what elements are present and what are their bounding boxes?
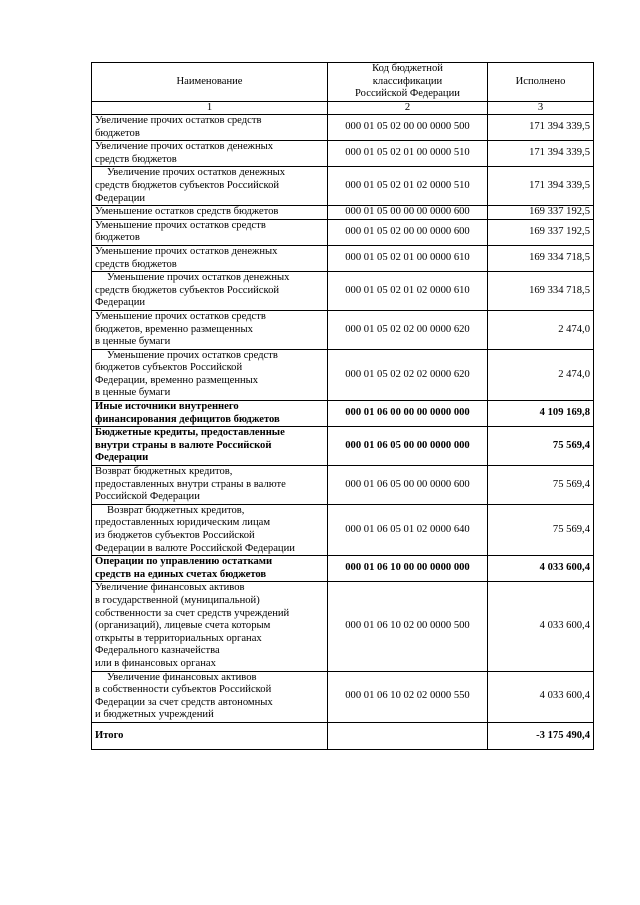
row-value: 171 394 339,5: [488, 115, 594, 141]
table-row: [92, 349, 594, 400]
row-value: 75 569,4: [488, 504, 594, 555]
row-value: 4 033 600,4: [488, 556, 594, 582]
row-value: 171 394 339,5: [488, 141, 594, 167]
column-number-row: [92, 102, 594, 115]
row-value: 169 334 718,5: [488, 272, 594, 311]
table-row: [92, 141, 594, 167]
table-row: [92, 272, 594, 311]
row-code: 000 01 05 02 02 02 0000 620: [328, 349, 488, 400]
total-code: [328, 722, 488, 749]
row-code: 000 01 06 10 02 00 0000 500: [328, 582, 488, 671]
row-value: 2 474,0: [488, 310, 594, 349]
row-name: Возврат бюджетных кредитов, предоставленных юридическим лицам из бюджетов субъектов Российской Федерации в валюте Российской Федерации: [92, 504, 328, 555]
row-name: Уменьшение прочих остатков денежных средств бюджетов субъектов Российской Федерации: [92, 272, 328, 311]
row-name: Уменьшение прочих остатков средств бюджетов, временно размещенных в ценные бумаги: [92, 310, 328, 349]
row-code: 000 01 05 02 01 00 0000 510: [328, 141, 488, 167]
table-row: [92, 115, 594, 141]
row-code: 000 01 05 02 02 00 0000 620: [328, 310, 488, 349]
row-code: 000 01 06 05 01 02 0000 640: [328, 504, 488, 555]
table-row: [92, 582, 594, 671]
row-name: Иные источники внутреннего финансирования дефицитов бюджетов: [92, 401, 328, 427]
column-number-2: 2: [328, 102, 488, 115]
row-name: Уменьшение остатков средств бюджетов: [92, 206, 328, 220]
total-value: -3 175 490,4: [488, 722, 594, 749]
row-name: Увеличение прочих остатков денежных средств бюджетов: [92, 141, 328, 167]
table-row-section: [92, 427, 594, 466]
table-row: [92, 466, 594, 505]
row-code: 000 01 05 02 01 02 0000 510: [328, 167, 488, 206]
row-code: 000 01 05 02 01 00 0000 610: [328, 245, 488, 271]
row-name: Операции по управлению остатками средств на единых счетах бюджетов: [92, 556, 328, 582]
table-row: [92, 245, 594, 271]
table-row: [92, 206, 594, 220]
row-code: 000 01 06 05 00 00 0000 000: [328, 427, 488, 466]
row-code: 000 01 05 02 01 02 0000 610: [328, 272, 488, 311]
row-value: 171 394 339,5: [488, 167, 594, 206]
row-name: Уменьшение прочих остатков средств бюджетов: [92, 219, 328, 245]
header-name: Наименование: [92, 63, 328, 102]
row-code: 000 01 05 02 00 00 0000 600: [328, 219, 488, 245]
row-value: 4 109 169,8: [488, 401, 594, 427]
table-row: [92, 167, 594, 206]
header-code: Код бюджетной классификации Российской Федерации: [328, 63, 488, 102]
row-value: 4 033 600,4: [488, 582, 594, 671]
row-value: 169 337 192,5: [488, 219, 594, 245]
row-name: Бюджетные кредиты, предоставленные внутри страны в валюте Российской Федерации: [92, 427, 328, 466]
table-row: [92, 219, 594, 245]
row-value: 4 033 600,4: [488, 671, 594, 722]
table-row: [92, 671, 594, 722]
row-name: Увеличение прочих остатков средств бюджетов: [92, 115, 328, 141]
row-value: 2 474,0: [488, 349, 594, 400]
row-value: 169 334 718,5: [488, 245, 594, 271]
table-row-total: [92, 722, 594, 749]
row-name: Возврат бюджетных кредитов, предоставленных внутри страны в валюте Российской Федерации: [92, 466, 328, 505]
row-name: Уменьшение прочих остатков денежных средств бюджетов: [92, 245, 328, 271]
table-row-section: [92, 556, 594, 582]
row-code: 000 01 06 05 00 00 0000 600: [328, 466, 488, 505]
table-row: [92, 310, 594, 349]
total-label: Итого: [92, 722, 328, 749]
column-number-3: 3: [488, 102, 594, 115]
row-value: 75 569,4: [488, 466, 594, 505]
row-name: Уменьшение прочих остатков средств бюджетов субъектов Российской Федерации, временно размещенных в ценные бумаги: [92, 349, 328, 400]
budget-execution-page: [91, 62, 593, 750]
table-header-row: [92, 63, 594, 102]
row-name: Увеличение финансовых активов в государственной (муниципальной) собственности за счет средств учреждений (организаций), лицевые счета которым открыты в территориальных органах Федерального казначейства или в финансовых органах: [92, 582, 328, 671]
row-value: 169 337 192,5: [488, 206, 594, 220]
row-code: 000 01 06 00 00 00 0000 000: [328, 401, 488, 427]
table-row: [92, 504, 594, 555]
row-code: 000 01 05 00 00 00 0000 600: [328, 206, 488, 220]
column-number-1: 1: [92, 102, 328, 115]
header-value: Исполнено: [488, 63, 594, 102]
row-name: Увеличение прочих остатков денежных средств бюджетов субъектов Российской Федерации: [92, 167, 328, 206]
row-value: 75 569,4: [488, 427, 594, 466]
row-code: 000 01 06 10 00 00 0000 000: [328, 556, 488, 582]
budget-sources-table: [91, 62, 594, 750]
row-code: 000 01 06 10 02 02 0000 550: [328, 671, 488, 722]
table-row-section: [92, 401, 594, 427]
row-name: Увеличение финансовых активов в собственности субъектов Российской Федерации за счет средств автономных и бюджетных учреждений: [92, 671, 328, 722]
row-code: 000 01 05 02 00 00 0000 500: [328, 115, 488, 141]
